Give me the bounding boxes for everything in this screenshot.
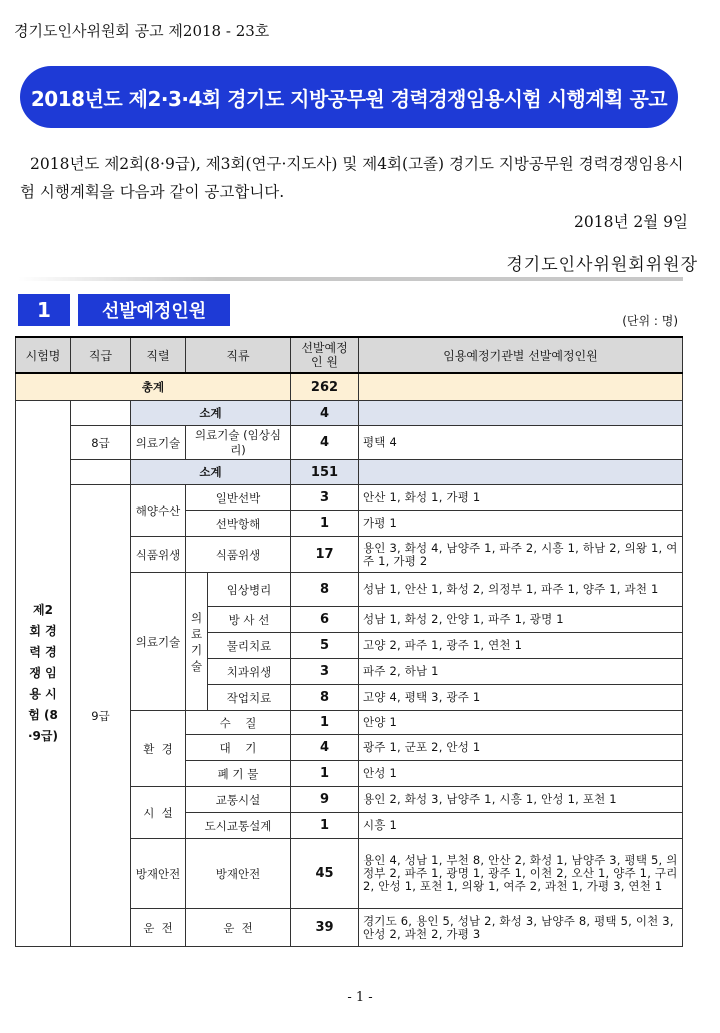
table-row [16, 485, 683, 511]
total-count: 262 [291, 373, 359, 401]
grade-cell: 9급 [71, 485, 131, 947]
header-field: 직류 [186, 337, 291, 373]
section-number: 1 [18, 294, 70, 326]
subtotal-row-9 [16, 460, 683, 485]
dist-cell: 안산 1, 화성 1, 가평 1 [359, 485, 683, 511]
count-cell: 3 [291, 659, 359, 685]
count-cell: 17 [291, 537, 359, 573]
count-cell: 39 [291, 909, 359, 947]
exam-name-text: 제2회 경력 경쟁 임용 시험 (8·9급) [28, 603, 58, 743]
total-row [16, 373, 683, 401]
dist-cell: 용인 2, 화성 3, 남양주 1, 시흥 1, 안성 1, 포천 1 [359, 787, 683, 813]
field-cell: 교통시설 [186, 787, 291, 813]
header-series: 직렬 [131, 337, 186, 373]
dist-cell: 광주 1, 군포 2, 안성 1 [359, 735, 683, 761]
field-cell: 도시교통설계 [186, 813, 291, 839]
field-cell: 의료기술 (임상심리) [186, 426, 291, 460]
subgroup-text: 의료기술 [190, 610, 203, 673]
subtotal-label-8: 소계 [131, 401, 291, 426]
dist-cell: 경기도 6, 용인 5, 성남 2, 화성 3, 남양주 8, 평택 5, 이천 3, 안성 2, 과천 2, 가평 3 [359, 909, 683, 947]
header-count: 선발예정 인 원 [291, 337, 359, 373]
dist-cell: 용인 3, 화성 4, 남양주 1, 파주 2, 시흥 1, 하남 2, 의왕 1, 여주 1, 가평 2 [359, 537, 683, 573]
exam-name [16, 401, 71, 947]
field-cell: 식품위생 [186, 537, 291, 573]
dist-cell: 평택 4 [359, 426, 683, 460]
subtotal-row-8 [16, 401, 683, 426]
field-cell: 방재안전 [186, 839, 291, 909]
series-cell: 의료기술 [131, 426, 186, 460]
header-grade: 직급 [71, 337, 131, 373]
count-cell: 4 [291, 426, 359, 460]
intro-paragraph: 2018년도 제2회(8·9급), 제3회(연구·지도사) 및 제4회(고졸) 경기도 지방공무원 경력경쟁임용시험 시행계획을 다음과 같이 공고합니다. [20, 155, 684, 201]
total-label: 총계 [16, 373, 291, 401]
count-cell: 1 [291, 511, 359, 537]
field-cell: 수 질 [186, 711, 291, 735]
header-distribution: 임용예정기관별 선발예정인원 [359, 337, 683, 373]
count-cell: 1 [291, 813, 359, 839]
count-cell: 4 [291, 735, 359, 761]
dist-cell: 성남 1, 화성 2, 안양 1, 파주 1, 광명 1 [359, 607, 683, 633]
dist-cell: 시흥 1 [359, 813, 683, 839]
series-cell: 시 설 [131, 787, 186, 839]
page-title: 2018년도 제2·3·4회 경기도 지방공무원 경력경쟁임용시험 시행계획 공고 [20, 66, 678, 128]
field-cell: 일반선박 [186, 485, 291, 511]
notice-number: 경기도인사위원회 공고 제2018 - 23호 [14, 22, 270, 40]
dist-cell: 가평 1 [359, 511, 683, 537]
committee-signature: 경기도인사위원회위원장 [506, 255, 698, 275]
subtotal-count-8: 4 [291, 401, 359, 426]
field-cell: 폐 기 물 [186, 761, 291, 787]
field-cell: 방 사 선 [208, 607, 291, 633]
count-cell: 1 [291, 711, 359, 735]
subtotal-label-9: 소계 [131, 460, 291, 485]
count-cell: 3 [291, 485, 359, 511]
dist-cell: 안양 1 [359, 711, 683, 735]
table-header-row [16, 337, 683, 373]
recruitment-table [15, 336, 683, 947]
field-cell: 물리치료 [208, 633, 291, 659]
field-cell: 치과위생 [208, 659, 291, 685]
field-cell: 대 기 [186, 735, 291, 761]
series-cell: 환 경 [131, 711, 186, 787]
count-cell: 5 [291, 633, 359, 659]
series-cell: 해양수산 [131, 485, 186, 537]
dist-cell: 고양 2, 파주 1, 광주 1, 연천 1 [359, 633, 683, 659]
series-cell: 식품위생 [131, 537, 186, 573]
field-cell: 작업치료 [208, 685, 291, 711]
dist-cell: 고양 4, 평택 3, 광주 1 [359, 685, 683, 711]
dist-cell: 파주 2, 하남 1 [359, 659, 683, 685]
series-cell: 방재안전 [131, 839, 186, 909]
grade-cell: 8급 [71, 426, 131, 460]
count-cell: 9 [291, 787, 359, 813]
count-cell: 45 [291, 839, 359, 909]
series-cell: 운 전 [131, 909, 186, 947]
subgroup-cell [186, 573, 208, 711]
section-title: 선발예정인원 [78, 294, 230, 326]
page-number: - 1 - [347, 990, 373, 1005]
field-cell: 운 전 [186, 909, 291, 947]
count-cell: 8 [291, 573, 359, 607]
unit-note: (단위 : 명) [622, 314, 678, 328]
subtotal-count-9: 151 [291, 460, 359, 485]
dist-cell: 용인 4, 성남 1, 부천 8, 안산 2, 화성 1, 남양주 3, 평택 5, 의정부 2, 파주 1, 광명 1, 광주 1, 이천 2, 오산 1, 양주 1, 구리 2, 안성 1, 포천 1, 의왕 1, 여주 2, 과천 1, 가평 3, 연천 1 [359, 839, 683, 909]
field-cell: 임상병리 [208, 573, 291, 607]
count-cell: 6 [291, 607, 359, 633]
divider [18, 277, 683, 281]
count-cell: 1 [291, 761, 359, 787]
series-cell: 의료기술 [131, 573, 186, 711]
table-row [16, 426, 683, 460]
count-cell: 8 [291, 685, 359, 711]
dist-cell: 안성 1 [359, 761, 683, 787]
dist-cell: 성남 1, 안산 1, 화성 2, 의정부 1, 파주 1, 양주 1, 과천 1 [359, 573, 683, 607]
field-cell: 선박항해 [186, 511, 291, 537]
header-exam: 시험명 [16, 337, 71, 373]
notice-date: 2018년 2월 9일 [574, 213, 688, 231]
